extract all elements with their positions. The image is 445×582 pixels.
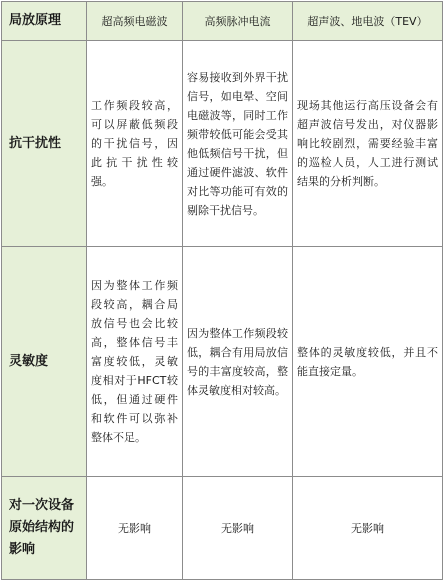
table-row bbox=[2, 477, 443, 580]
table-row bbox=[2, 41, 443, 247]
table-row bbox=[2, 247, 443, 477]
header-ultrasonic-tev: 超声波、地电波（TEV） bbox=[293, 2, 443, 41]
row-label-interference: 抗干扰性 bbox=[2, 41, 87, 247]
header-uhf: 超高频电磁波 bbox=[87, 2, 183, 41]
header-row bbox=[2, 2, 443, 41]
cell-ultrasonic-sensitivity: 整体的灵敏度较低，并且不能直接定量。 bbox=[293, 247, 443, 477]
header-hfct: 高频脉冲电流 bbox=[183, 2, 293, 41]
cell-ultrasonic-impact: 无影响 bbox=[293, 477, 443, 580]
row-label-structure-impact: 对一次设备原始结构的影响 bbox=[2, 477, 87, 580]
cell-hfct-impact: 无影响 bbox=[183, 477, 293, 580]
comparison-table bbox=[1, 1, 443, 580]
row-label-sensitivity: 灵敏度 bbox=[2, 247, 87, 477]
cell-uhf-sensitivity: 因为整体工作频段较高，耦合局放信号也会比较高，整体信号丰富度较低，灵敏度相对于HFCT较低，但通过硬件和软件可以弥补整体不足。 bbox=[87, 247, 183, 477]
cell-uhf-impact: 无影响 bbox=[87, 477, 183, 580]
cell-uhf-interference: 工作频段较高，可以屏蔽低频段的干扰信号，因此抗干扰性较强。 bbox=[87, 41, 183, 247]
cell-hfct-sensitivity: 因为整体工作频段较低，耦合有用局放信号的丰富度较高，整体灵敏度相对较高。 bbox=[183, 247, 293, 477]
cell-hfct-interference: 容易接收到外界干扰信号，如电晕、空间电磁波等，同时工作频带较低可能会受其他低频信号干扰，但通过硬件滤波、软件对比等功能可有效的剔除干扰信号。 bbox=[183, 41, 293, 247]
header-principle: 局放原理 bbox=[2, 2, 87, 41]
cell-ultrasonic-interference: 现场其他运行高压设备会有超声波信号发出，对仪器影响比较剧烈，需要经验丰富的巡检人员，人工进行测试结果的分析判断。 bbox=[293, 41, 443, 247]
